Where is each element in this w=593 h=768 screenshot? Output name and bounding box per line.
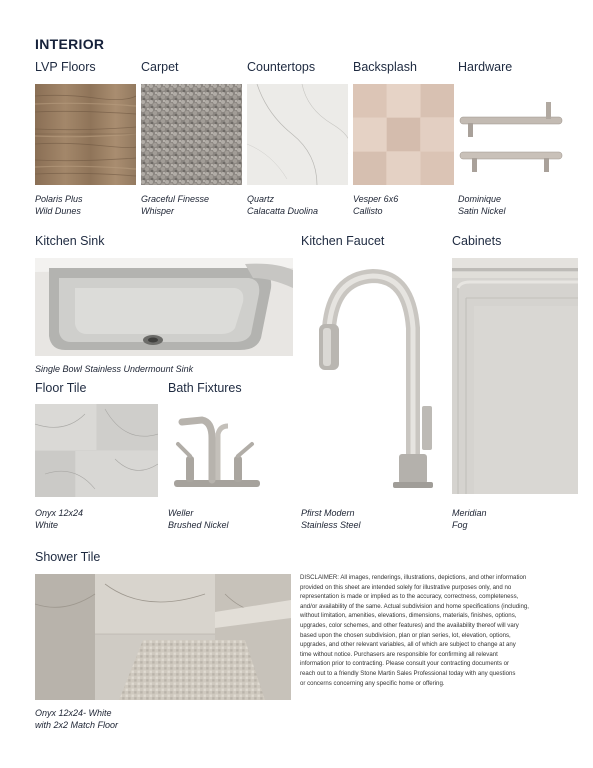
- hardware-pull-image: [458, 84, 564, 185]
- category-backsplash: Backsplash: [353, 60, 417, 74]
- floor-tile-caption: Onyx 12x24 White: [35, 508, 84, 530]
- countertop-swatch: [247, 84, 348, 185]
- hardware-caption: Dominique Satin Nickel: [458, 194, 506, 216]
- cabinets-caption: Meridian Fog: [452, 508, 487, 530]
- kitchen-sink-image: [35, 258, 293, 356]
- category-shower-tile: Shower Tile: [35, 550, 101, 564]
- kitchen-sink-caption: Single Bowl Stainless Undermount Sink: [35, 364, 194, 374]
- carpet-caption: Graceful Finesse Whisper: [141, 194, 210, 216]
- category-kitchen-faucet: Kitchen Faucet: [301, 234, 385, 248]
- category-carpet: Carpet: [141, 60, 179, 74]
- disclaimer: DISCLAIMER: All images, renderings, illustrations, depictions, and other information provided on this sheet are intended solely for illustrative purposes only, and no representation is made or implied as to the accuracy, correctness, completeness, and/or availability of the same. Actual subdivision and home specifications (including, without limitation, amenities, elevations, dimensions, materials, finishes, options, upgrades, color schemes, and other features) and the availability thereof will vary based upon the chosen subdivision, plan or plan series, lot, elevation, options, upgrades, and other relevant variables, all of which are subject to change at any time without notice. Purchasers are responsible for confirming all relevant information prior to contracting. Please consult your contracting documents or reach out to a friendly Stone Martin Sales Professional today with any questions or concerns concerning any specific home or offering.: [300, 574, 529, 687]
- floor-tile-swatch: [35, 404, 158, 497]
- category-lvp-floors: LVP Floors: [35, 60, 96, 74]
- shower-tile-caption: Onyx 12x24- White with 2x2 Match Floor: [35, 708, 119, 730]
- carpet-swatch: [141, 84, 242, 185]
- lvp-caption: Polaris Plus Wild Dunes: [35, 194, 83, 216]
- category-floor-tile: Floor Tile: [35, 381, 87, 395]
- cabinet-swatch: [452, 258, 578, 494]
- category-cabinets: Cabinets: [452, 234, 502, 248]
- category-kitchen-sink: Kitchen Sink: [35, 234, 105, 248]
- kitchen-faucet-image: [301, 258, 443, 494]
- bath-fixtures-caption: Weller Brushed Nickel: [168, 508, 229, 530]
- kitchen-faucet-caption: Pfirst Modern Stainless Steel: [301, 508, 361, 530]
- countertops-caption: Quartz Calacatta Duolina: [247, 194, 319, 216]
- disclaimer-label: DISCLAIMER:: [300, 574, 339, 581]
- backsplash-swatch: [353, 84, 454, 185]
- backsplash-caption: Vesper 6x6 Callisto: [353, 194, 399, 216]
- category-bath-fixtures: Bath Fixtures: [168, 381, 242, 395]
- page-title: INTERIOR: [35, 36, 105, 52]
- category-countertops: Countertops: [247, 60, 316, 74]
- category-hardware: Hardware: [458, 60, 513, 74]
- shower-tile-image: [35, 574, 291, 700]
- bath-fixture-image: [168, 404, 268, 497]
- lvp-floor-swatch: [35, 84, 136, 185]
